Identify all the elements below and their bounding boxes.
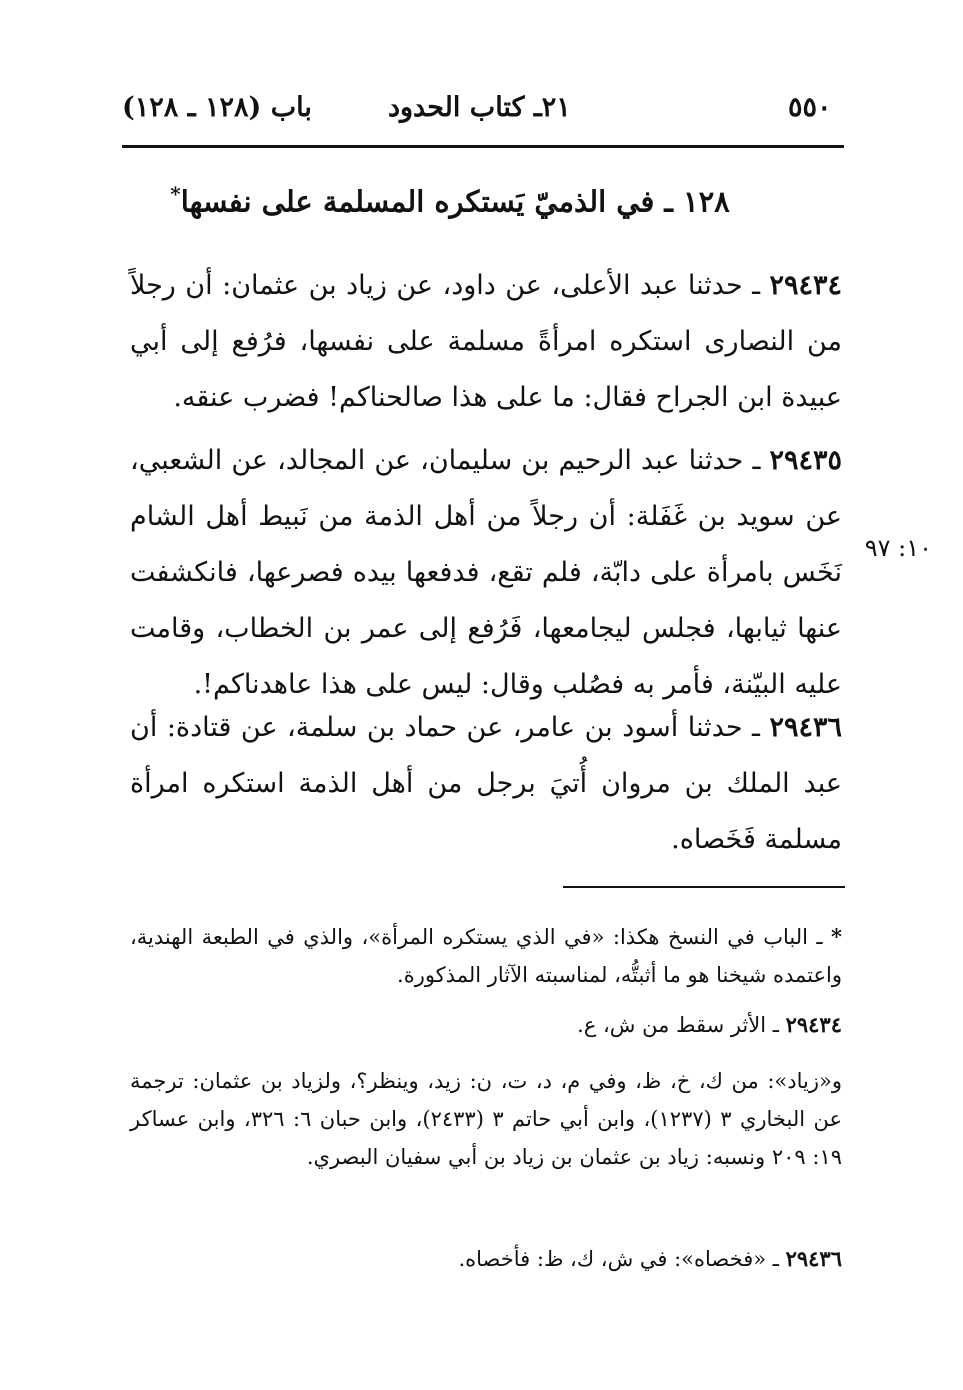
narration-number: ٢٩٤٣٤ (769, 270, 842, 301)
header-divider (122, 145, 844, 148)
narration-29434 (130, 258, 842, 426)
narration-29435 (130, 433, 842, 713)
narration-number: ٢٩٤٣٦ (769, 712, 842, 743)
narration-number: ٢٩٤٣٥ (769, 445, 842, 476)
chapter-title: ١٢٨ ـ في الذميّ يَستكره المسلمة على نفسها (180, 184, 730, 219)
narration-text: ـ حدثنا عبد الرحيم بن سليمان، عن المجالد، عن الشعبي، عن سويد بن غَفَلة: أن رجلاً من أهل الذمة من نَبيط أهل الشام نَخَس بامرأة على دابّة، فلم تقع، فدفعها بيده فصرعها، فانكشفت عنها ثيابها، فجلس ليجامعها، فَرُفع إلى عمر بن الخطاب، وقامت عليه البيّنة، فأمر به فصُلب وقال: ليس على هذا عاهدناكم!. (130, 445, 842, 700)
footnote-text: ـ الباب في النسخ هكذا: «في الذي يستكره المرأة»، والذي في الطبعة الهندية، واعتمده شيخنا هو ما أثبتُّه، لمناسبته الآثار المذكورة. (130, 925, 842, 987)
footnote-text: ـ الأثر سقط من ش، ع. (577, 1013, 786, 1037)
narration-text: ـ حدثنا عبد الأعلى، عن داود، عن زياد بن عثمان: أن رجلاً من النصارى استكره امرأةً مسلمة على نفسها، فرُفع إلى أبي عبيدة ابن الجراح فقال: ما على هذا صالحناكم! فضرب عنقه. (130, 270, 842, 413)
footnote-29434 (130, 1006, 842, 1044)
narration-29436 (130, 700, 842, 868)
chapter-range: باب (١٢٨ ـ ١٢٨) (122, 92, 312, 123)
narration-text: ـ حدثنا أسود بن عامر، عن حماد بن سلمة، عن قتادة: أن عبد الملك بن مروان أُتيَ برجل من أهل الذمة استكره امرأة مسلمة فَخَصاه. (130, 712, 842, 855)
book-title: ٢١ـ كتاب الحدود (388, 92, 571, 123)
chapter-heading (150, 182, 750, 219)
margin-reference: ١٠: ٩٧ (864, 534, 932, 562)
footnote-number: * (831, 924, 842, 949)
footnote-chapter (130, 918, 842, 994)
page-number: ٥٥٠ (788, 92, 832, 123)
footnote-text: ـ «فخصاه»: في ش، ك، ظ: فأخصاه. (458, 1247, 786, 1271)
chapter-footnote-mark: * (170, 182, 181, 206)
footnote-text: و«زياد»: من ك، خ، ظ، وفي م، د، ت، ن: زيد، وينظر؟، ولزياد بن عثمان: ترجمة عن البخاري ٣ (١٢٣٧)، وابن أبي حاتم ٣ (٢٤٣٣)، وابن حبان ٦: ٣٢٦، وابن عساكر ١٩: ٢٠٩ ونسبه: زياد بن عثمان بن زياد بن أبي سفيان البصري. (130, 1069, 842, 1169)
footnote-ziyad (130, 1062, 842, 1176)
footnote-29436 (130, 1240, 842, 1278)
footnote-number: ٢٩٤٣٤ (785, 1012, 842, 1037)
footnote-divider (563, 886, 845, 888)
footnote-number: ٢٩٤٣٦ (785, 1246, 842, 1271)
